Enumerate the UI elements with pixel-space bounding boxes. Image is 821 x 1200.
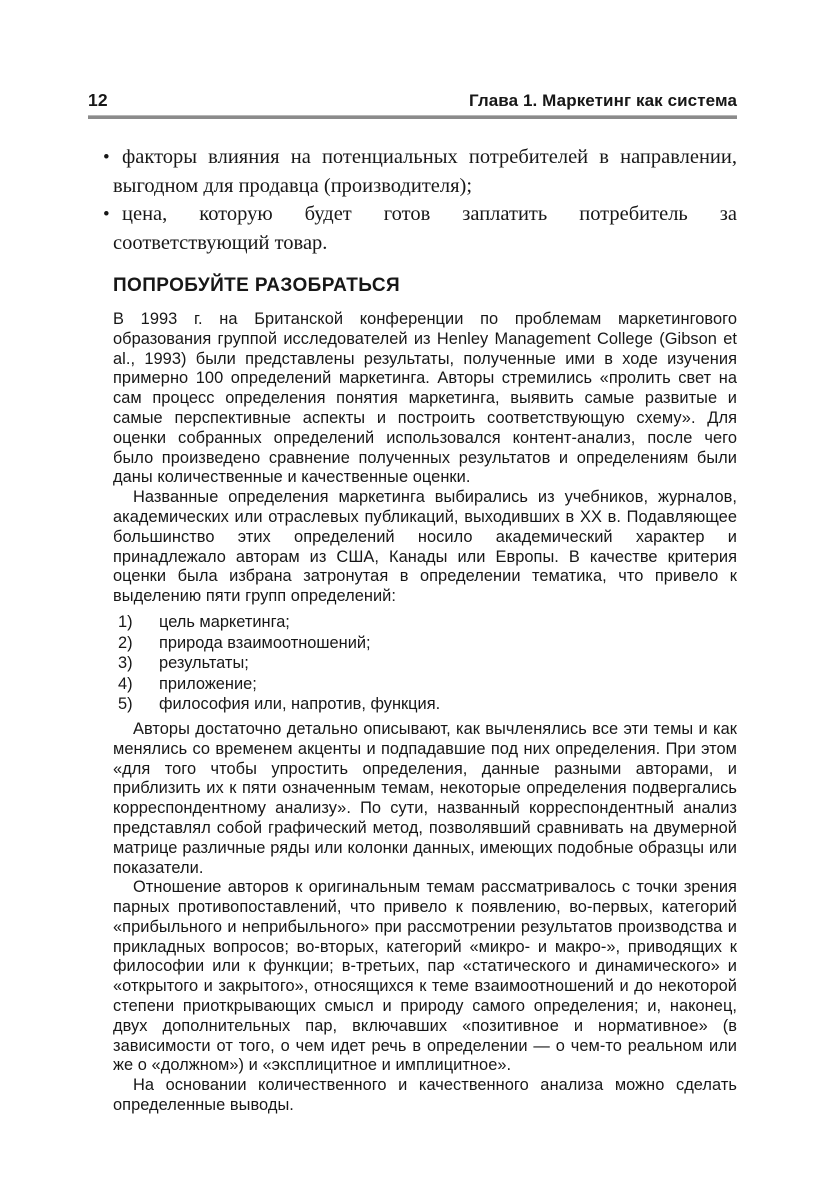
numbered-list-item bbox=[118, 674, 737, 695]
bullet-item-text: факторы влияния на потенциальных потребителей в направлении, выгодном для продавца (производителя); bbox=[113, 146, 737, 197]
numbered-list-item bbox=[118, 653, 737, 674]
running-head: Глава 1. Маркетинг как система bbox=[468, 91, 737, 110]
bullet-item-text: цена, которую будет готов заплатить потребитель за соответствующий товар. bbox=[113, 203, 737, 254]
numbered-list-item bbox=[118, 694, 737, 715]
list-item-number: 3) bbox=[118, 654, 133, 673]
page-body bbox=[103, 143, 737, 1116]
page-number: 12 bbox=[88, 90, 108, 110]
bullet-icon: • bbox=[103, 204, 110, 225]
numbered-item-text: приложение; bbox=[159, 674, 257, 693]
paragraph-1: В 1993 г. на Британской конференции по проблемам маркетингового образования группой исследователей из Henley Management College (Gibson et al., 1993) были представлены результаты, полученные ими в ходе изучения примерно 100 определений маркетинга. Авторы стремились «пролить свет на сам процесс определения понятия маркетинга, выявить самые развитые и самые перспективные аспекты и построить соответствующую схему». Для оценки собранных определений использовался контент-анализ, после чего было произведено сравнение полученных результатов и определениям были даны количественные и качественные оценки. bbox=[113, 310, 737, 487]
definition-groups-list bbox=[113, 612, 737, 715]
bullet-icon: • bbox=[103, 147, 110, 168]
numbered-list-item bbox=[118, 633, 737, 654]
numbered-list-item bbox=[118, 612, 737, 633]
bullet-list-item bbox=[103, 200, 737, 257]
numbered-item-text: результаты; bbox=[159, 654, 249, 673]
list-item-number: 4) bbox=[118, 674, 133, 693]
intro-bullet-list bbox=[103, 143, 737, 257]
paragraph-3: Авторы достаточно детально описывают, как вычленялись все эти темы и как менялись со временем акценты и подпадавшие под них определения. При этом «для того чтобы упростить определения, данные разными авторами, и приблизить их к пяти означенным темам, некоторые определения подвергались корреспондентному анализу». По сути, названный корреспондентный анализ представлял собой графический метод, позволявший сравнивать на двумерной матрице различные ряды или колонки данных, имеющих подобные образцы или показатели. bbox=[113, 719, 737, 877]
numbered-item-text: цель маркетинга; bbox=[159, 612, 290, 631]
paragraph-4: Отношение авторов к оригинальным темам рассматривалось с точки зрения парных противопоставлений, что привело к появлению, во-первых, категорий «прибыльного и неприбыльного» при рассмотрении результатов производства и прикладных вопросов; во-вторых, категорий «микро- и макро-», приводящих к философии или к функции; в-третьих, пар «статического и динамического» и «открытого и закрытого», относящихся к теме взаимоотношений и до некоторой степени приоткрывающих смысл и природу самого определения; и, наконец, двух дополнительных пар, включавших «позитивное и нормативное» (в зависимости от того, о чем идет речь в определении — о чем-то реальном или же о «должном») и «эксплицитное и имплицитное». bbox=[113, 878, 737, 1075]
section-heading: ПОПРОБУЙТЕ РАЗОБРАТЬСЯ bbox=[113, 275, 401, 296]
page-header bbox=[88, 90, 737, 111]
paragraph-2: Названные определения маркетинга выбирались из учебников, журналов, академических или отраслевых публикаций, выходивших в XX в. Подавляющее большинство этих определений носило академический характер и принадлежало авторам из США, Канады или Европы. В качестве критерия оценки была избрана затронутая в определении тематика, что привело к выделению пяти групп определений: bbox=[113, 488, 737, 606]
list-item-number: 2) bbox=[118, 633, 133, 652]
bullet-list-item bbox=[103, 143, 737, 200]
numbered-item-text: философия или, напротив, функция. bbox=[159, 695, 441, 714]
paragraph-5: На основании количественного и качественного анализа можно сделать определенные выводы. bbox=[113, 1076, 737, 1115]
list-item-number: 1) bbox=[118, 612, 133, 631]
numbered-item-text: природа взаимоотношений; bbox=[159, 633, 371, 652]
header-rule bbox=[88, 115, 737, 119]
list-item-number: 5) bbox=[118, 695, 133, 714]
